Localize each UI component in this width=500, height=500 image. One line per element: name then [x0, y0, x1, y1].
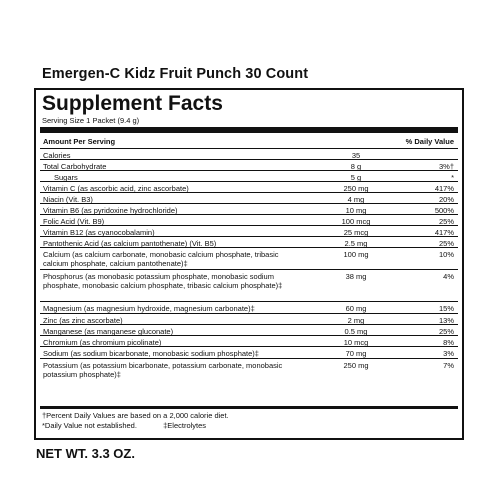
nutrient-daily-value: 25% — [438, 217, 454, 226]
nutrient-row-calories — [40, 149, 458, 160]
daily-value-header: % Daily Value — [405, 137, 454, 146]
footnote-electrolytes: ‡Electrolytes — [163, 421, 207, 430]
nutrient-daily-value: 500% — [434, 206, 454, 215]
nutrient-name: Sodium (as sodium bicarbonate, monobasic sodium phosphate)‡ — [43, 349, 259, 358]
nutrient-daily-value: 25% — [438, 239, 454, 248]
nutrient-row-vitamin-b12 — [40, 226, 458, 237]
nutrient-row-vitamin-c — [40, 182, 458, 193]
nutrient-daily-value: 8% — [443, 338, 454, 347]
nutrient-daily-value: 10% — [438, 250, 454, 259]
nutrient-name: Folic Acid (Vit. B9) — [43, 217, 105, 226]
column-header-row — [40, 134, 458, 148]
nutrient-daily-value: 4% — [443, 272, 454, 281]
supplement-facts-panel — [34, 88, 464, 440]
serving-size: Serving Size 1 Packet (9.4 g) — [42, 116, 140, 125]
bottom-divider — [40, 406, 458, 409]
footnote-not-established-text: *Daily Value not established. — [42, 421, 137, 430]
nutrient-row-chromium — [40, 336, 458, 347]
nutrient-row-sodium — [40, 347, 458, 359]
nutrient-name: Total Carbohydrate — [43, 162, 107, 171]
nutrient-name: Pantothenic Acid (as calcium pantothenate) (Vit. B5) — [43, 239, 217, 248]
nutrient-row-magnesium — [40, 302, 458, 314]
nutrient-row-sugars — [40, 171, 458, 182]
nutrient-name: Vitamin B12 (as cyanocobalamin) — [43, 228, 155, 237]
net-weight: NET WT. 3.3 OZ. — [36, 446, 135, 461]
nutrient-amount: 8 g — [350, 162, 362, 171]
nutrient-daily-value: * — [451, 173, 454, 182]
nutrient-row-pantothenic-acid — [40, 237, 458, 248]
nutrient-daily-value: 25% — [438, 327, 454, 336]
nutrient-name: Manganese (as manganese gluconate) — [43, 327, 174, 336]
nutrient-name: Calcium (as calcium carbonate, monobasic calcium phosphate, tribasic calcium phosphate, calcium pantothenate)‡ — [43, 250, 279, 268]
footnote-percent-daily-value: †Percent Daily Values are based on a 2,000 calorie diet. — [42, 411, 229, 420]
nutrient-amount: 100 mg — [343, 250, 369, 259]
nutrient-row-folic-acid — [40, 215, 458, 226]
product-title: Emergen-C Kidz Fruit Punch 30 Count — [42, 66, 309, 82]
nutrient-name: Zinc (as zinc ascorbate) — [43, 316, 123, 325]
nutrient-name: Potassium (as potassium bicarbonate, potassium carbonate, monobasic potassium phosphate)‡ — [43, 361, 283, 379]
nutrient-name: Vitamin B6 (as pyridoxine hydrochloride) — [43, 206, 178, 215]
nutrient-row-total-carbohydrate — [40, 160, 458, 171]
nutrient-name: Magnesium (as magnesium hydroxide, magnesium carbonate)‡ — [43, 304, 255, 313]
nutrient-amount: 60 mg — [345, 304, 367, 313]
nutrient-row-potassium — [40, 359, 458, 392]
amount-per-serving-header: Amount Per Serving — [43, 137, 116, 146]
footnote-not-established — [42, 421, 229, 431]
nutrient-row-niacin — [40, 193, 458, 204]
nutrient-name: Sugars — [54, 173, 78, 182]
nutrient-name: Niacin (Vit. B3) — [43, 195, 93, 204]
nutrient-name: Phosphorus (as monobasic potassium phosphate, monobasic sodium phosphate, monobasic calcium phosphate, tribasic calcium phosphate)‡ — [43, 272, 283, 290]
nutrient-daily-value: 7% — [443, 361, 454, 370]
nutrient-row-phosphorus — [40, 270, 458, 302]
nutrient-amount: 250 mg — [343, 184, 369, 193]
nutrient-amount: 100 mcg — [341, 217, 371, 226]
footnotes — [42, 411, 229, 431]
nutrient-amount: 25 mcg — [343, 228, 369, 237]
nutrient-daily-value: 15% — [438, 304, 454, 313]
nutrient-daily-value: 3% — [443, 349, 454, 358]
nutrient-daily-value: 3%† — [438, 162, 454, 171]
thick-divider — [40, 127, 458, 133]
nutrient-amount: 10 mg — [345, 206, 367, 215]
nutrient-amount: 10 mcg — [343, 338, 369, 347]
nutrient-daily-value: 20% — [438, 195, 454, 204]
nutrient-amount: 5 g — [350, 173, 362, 182]
nutrient-row-vitamin-b6 — [40, 204, 458, 215]
nutrient-amount: 70 mg — [345, 349, 367, 358]
nutrient-daily-value: 417% — [434, 228, 454, 237]
nutrient-rows — [40, 149, 458, 392]
nutrient-daily-value: 417% — [434, 184, 454, 193]
nutrient-name: Chromium (as chromium picolinate) — [43, 338, 162, 347]
nutrient-amount: 0.5 mg — [344, 327, 368, 336]
nutrient-row-zinc — [40, 314, 458, 325]
panel-title: Supplement Facts — [42, 92, 223, 115]
nutrient-amount: 35 — [351, 151, 361, 160]
nutrient-amount: 250 mg — [343, 361, 369, 370]
nutrient-amount: 4 mg — [347, 195, 365, 204]
nutrient-name: Calories — [43, 151, 71, 160]
nutrient-amount: 2 mg — [347, 316, 365, 325]
nutrient-name: Vitamin C (as ascorbic acid, zinc ascorbate) — [43, 184, 189, 193]
nutrient-daily-value: 13% — [438, 316, 454, 325]
nutrient-amount: 38 mg — [345, 272, 367, 281]
nutrient-row-calcium — [40, 248, 458, 270]
nutrient-amount: 2.5 mg — [344, 239, 368, 248]
nutrient-row-manganese — [40, 325, 458, 336]
